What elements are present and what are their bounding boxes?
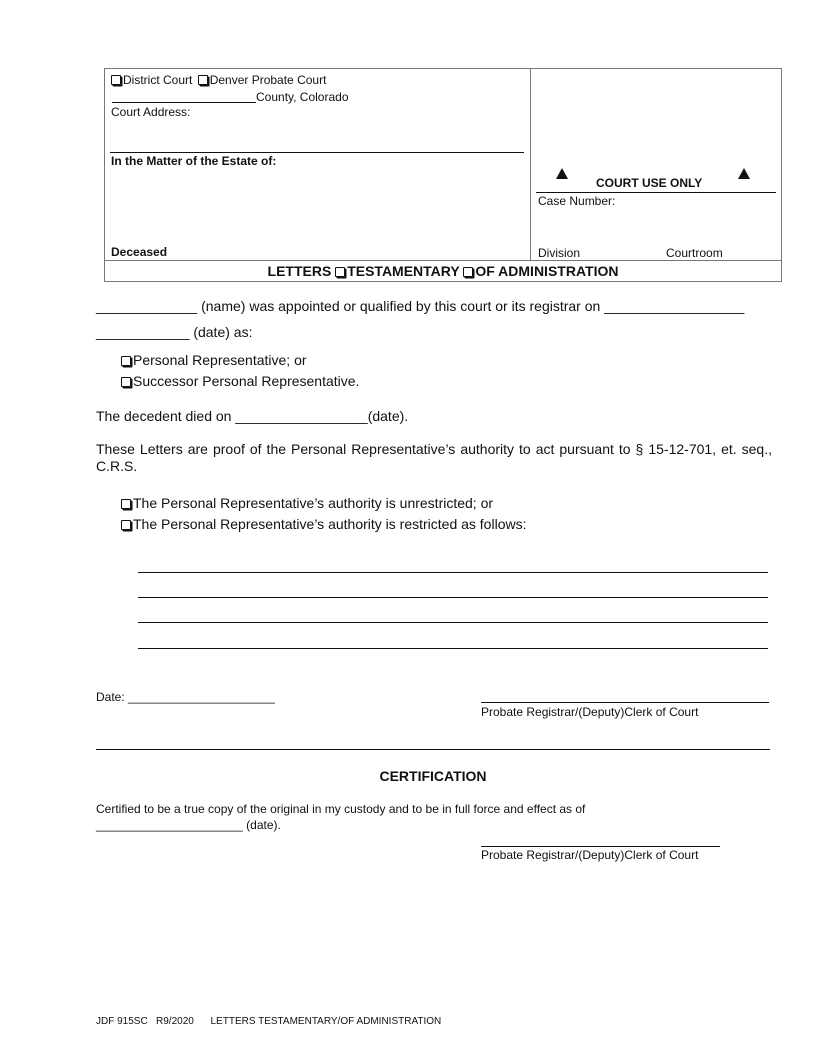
court-use-only-label: COURT USE ONLY xyxy=(596,176,703,190)
district-court-label: District Court xyxy=(123,73,193,87)
estate-label: In the Matter of the Estate of: xyxy=(111,154,277,168)
district-court-checkbox[interactable] xyxy=(111,75,121,85)
restriction-line[interactable] xyxy=(138,572,768,573)
date-signature-line[interactable]: Date: ______________________ xyxy=(96,690,275,704)
title-administration: OF ADMINISTRATION xyxy=(475,263,619,279)
option-pr xyxy=(121,352,307,368)
proof-paragraph: These Letters are proof of the Personal Representative’s authority to act pursuant to § 15-12-701, et. seq., C.R.S. xyxy=(96,441,772,474)
case-number-label: Case Number: xyxy=(538,194,616,208)
certification-signature-line[interactable] xyxy=(481,846,720,847)
court-address-line[interactable] xyxy=(110,152,524,153)
appointment-date-line[interactable]: ____________ (date) as: xyxy=(96,324,253,340)
pr-label: Personal Representative; or xyxy=(133,352,307,368)
court-options xyxy=(111,73,326,87)
footer xyxy=(96,1016,441,1027)
restriction-line[interactable] xyxy=(138,622,768,623)
up-triangle-icon xyxy=(738,168,750,179)
division-label: Division xyxy=(538,246,581,260)
county-label: County, Colorado xyxy=(256,90,349,104)
unrestricted-checkbox[interactable] xyxy=(121,499,131,509)
courtroom-label: Courtroom xyxy=(666,246,723,260)
decedent-line[interactable]: The decedent died on _________________(date). xyxy=(96,408,409,424)
title-letters: LETTERS xyxy=(267,263,332,279)
certification-text: Certified to be a true copy of the original in my custody and to be in full force and effect as of xyxy=(96,802,586,816)
option-unrestricted xyxy=(121,495,493,511)
administration-checkbox[interactable] xyxy=(463,267,473,277)
denver-probate-label: Denver Probate Court xyxy=(209,73,327,87)
registrar-signature-line[interactable] xyxy=(481,702,769,703)
title-testamentary: TESTAMENTARY xyxy=(347,263,460,279)
certification-registrar-label: Probate Registrar/(Deputy)Clerk of Court xyxy=(481,848,699,862)
denver-probate-checkbox[interactable] xyxy=(198,75,208,85)
pr-checkbox[interactable] xyxy=(121,356,131,366)
certification-date-line[interactable]: ______________________ (date). xyxy=(96,818,281,832)
spr-checkbox[interactable] xyxy=(121,377,131,387)
section-divider xyxy=(96,749,770,750)
caption-divider-horizontal xyxy=(104,260,782,261)
restriction-line[interactable] xyxy=(138,597,768,598)
unrestricted-label: The Personal Representative’s authority is unrestricted; or xyxy=(133,495,494,511)
court-use-divider xyxy=(536,192,776,193)
deceased-label: Deceased xyxy=(111,245,168,259)
form-title xyxy=(104,263,782,279)
restricted-checkbox[interactable] xyxy=(121,520,131,530)
court-address-label: Court Address: xyxy=(111,105,191,119)
footer-form-title: LETTERS TESTAMENTARY/OF ADMINISTRATION xyxy=(210,1016,442,1027)
certification-heading: CERTIFICATION xyxy=(379,768,487,784)
caption-divider-vertical xyxy=(530,68,531,261)
testamentary-checkbox[interactable] xyxy=(335,267,345,277)
option-spr xyxy=(121,373,359,389)
restricted-label: The Personal Representative’s authority is restricted as follows: xyxy=(133,516,527,532)
spr-label: Successor Personal Representative. xyxy=(133,373,360,389)
appointment-line[interactable]: _____________ (name) was appointed or qualified by this court or its registrar on __________________ xyxy=(96,298,745,314)
option-restricted xyxy=(121,516,526,532)
restriction-line[interactable] xyxy=(138,648,768,649)
form-id: JDF 915SC R9/2020 xyxy=(96,1016,194,1027)
county-blank[interactable] xyxy=(112,102,256,103)
registrar-label: Probate Registrar/(Deputy)Clerk of Court xyxy=(481,705,699,719)
up-triangle-icon xyxy=(556,168,568,179)
